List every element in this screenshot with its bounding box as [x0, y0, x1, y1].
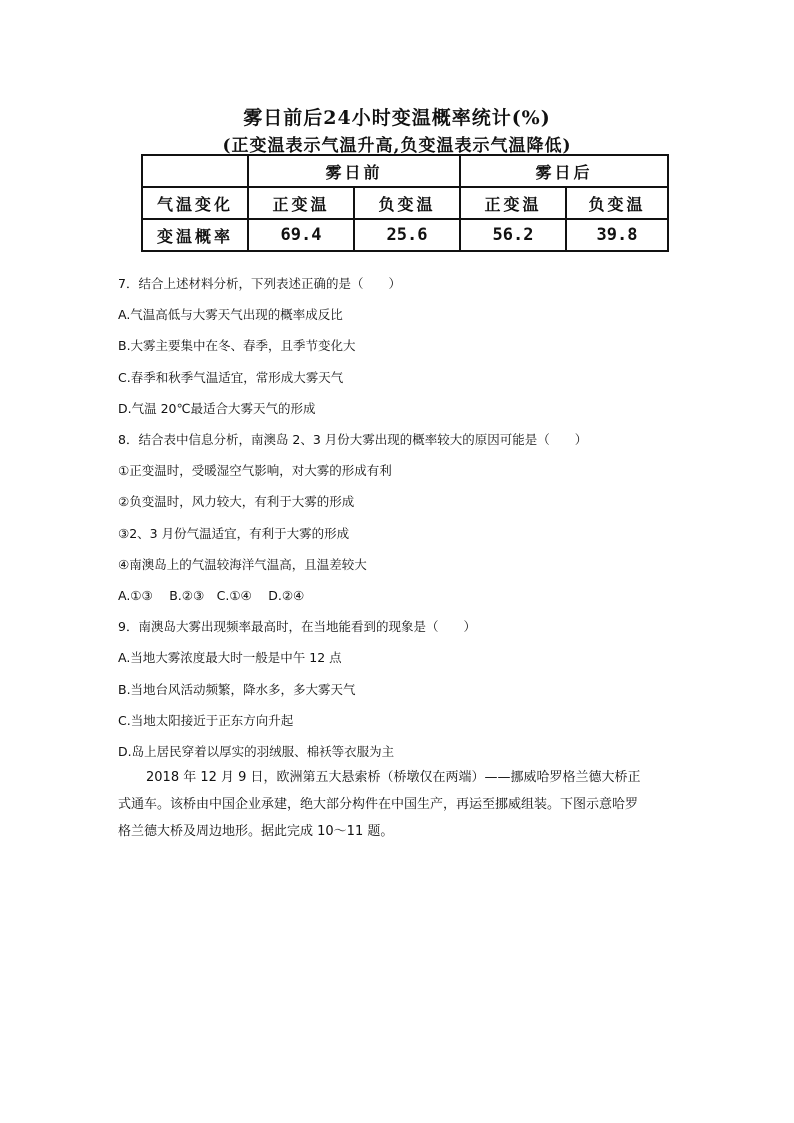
passage-line: 2018 年 12 月 9 日，欧洲第五大悬索桥（桥墩仅在两端）——挪威哈罗格兰德大桥正: [146, 770, 641, 785]
column-header-before-positive: 正变温: [248, 187, 354, 219]
table-corner-cell: [142, 155, 248, 187]
value-cell: 56.2: [460, 219, 566, 251]
value-cell: 69.4: [248, 219, 354, 251]
question-8-statement-1: ①正变温时，受暖湿空气影响，对大雾的形成有利: [118, 463, 392, 479]
column-header-after-negative: 负变温: [566, 187, 668, 219]
table-title: 雾日前后24小时变温概率统计(%): [243, 107, 551, 129]
question-7-option-d: D.气温 20℃最适合大雾天气的形成: [118, 400, 316, 416]
value-cell: 25.6: [354, 219, 460, 251]
question-9-stem: 9．南澳岛大雾出现频率最高时，在当地能看到的现象是（ ）: [118, 619, 476, 635]
column-header-after-positive: 正变温: [460, 187, 566, 219]
question-8-choices: A.①③ B.②③ C.①④ D.②④: [118, 588, 305, 604]
question-7-option-a: A.气温高低与大雾天气出现的概率成反比: [118, 307, 343, 323]
question-7-stem: 7．结合上述材料分析，下列表述正确的是（ ）: [118, 276, 401, 291]
question-9-option-d: D.岛上居民穿着以厚实的羽绒服、棉袄等衣服为主: [118, 744, 395, 760]
column-header-before-negative: 负变温: [354, 187, 460, 219]
group-header-after-fog: 雾日后: [460, 155, 668, 187]
group-header-before-fog: 雾日前: [248, 155, 460, 187]
question-8-statement-3: ③2、3 月份气温适宜，有利于大雾的形成: [118, 525, 350, 541]
passage-line: 式通车。该桥由中国企业承建，绝大部分构件在中国生产，再运至挪威组装。下图示意哈罗: [118, 797, 639, 812]
question-8-statement-2: ②负变温时，风力较大，有利于大雾的形成: [118, 494, 355, 510]
table-row: [142, 219, 668, 251]
question-9-option-c: C.当地太阳接近于正东方向升起: [118, 712, 294, 728]
question-8-stem: 8．结合表中信息分析，南澳岛 2、3 月份大雾出现的概率较大的原因可能是（ ）: [118, 432, 588, 448]
question-7-option-c: C.春季和秋季气温适宜，常形成大雾天气: [118, 369, 344, 385]
table-column-header-row: [142, 187, 668, 219]
question-7-option-b: B.大雾主要集中在冬、春季，且季节变化大: [118, 338, 356, 354]
passage: [118, 764, 678, 845]
table-group-header-row: [142, 155, 668, 187]
passage-line: 格兰德大桥及周边地形。据此完成 10～11 题。: [118, 824, 394, 839]
question-9-option-b: B.当地台风活动频繁，降水多，多大雾天气: [118, 681, 356, 697]
value-cell: 39.8: [566, 219, 668, 251]
table-subtitle: (正变温表示气温升高,负变温表示气温降低): [222, 136, 572, 156]
question-8-statement-4: ④南澳岛上的气温较海洋气温高，且温差较大: [118, 556, 367, 572]
question-9-option-a: A.当地大雾浓度最大时一般是中午 12 点: [118, 650, 342, 666]
row-label: 变温概率: [142, 219, 248, 251]
fog-temperature-table: [141, 154, 669, 252]
row-label-header: 气温变化: [142, 187, 248, 219]
question-list: [118, 268, 678, 767]
